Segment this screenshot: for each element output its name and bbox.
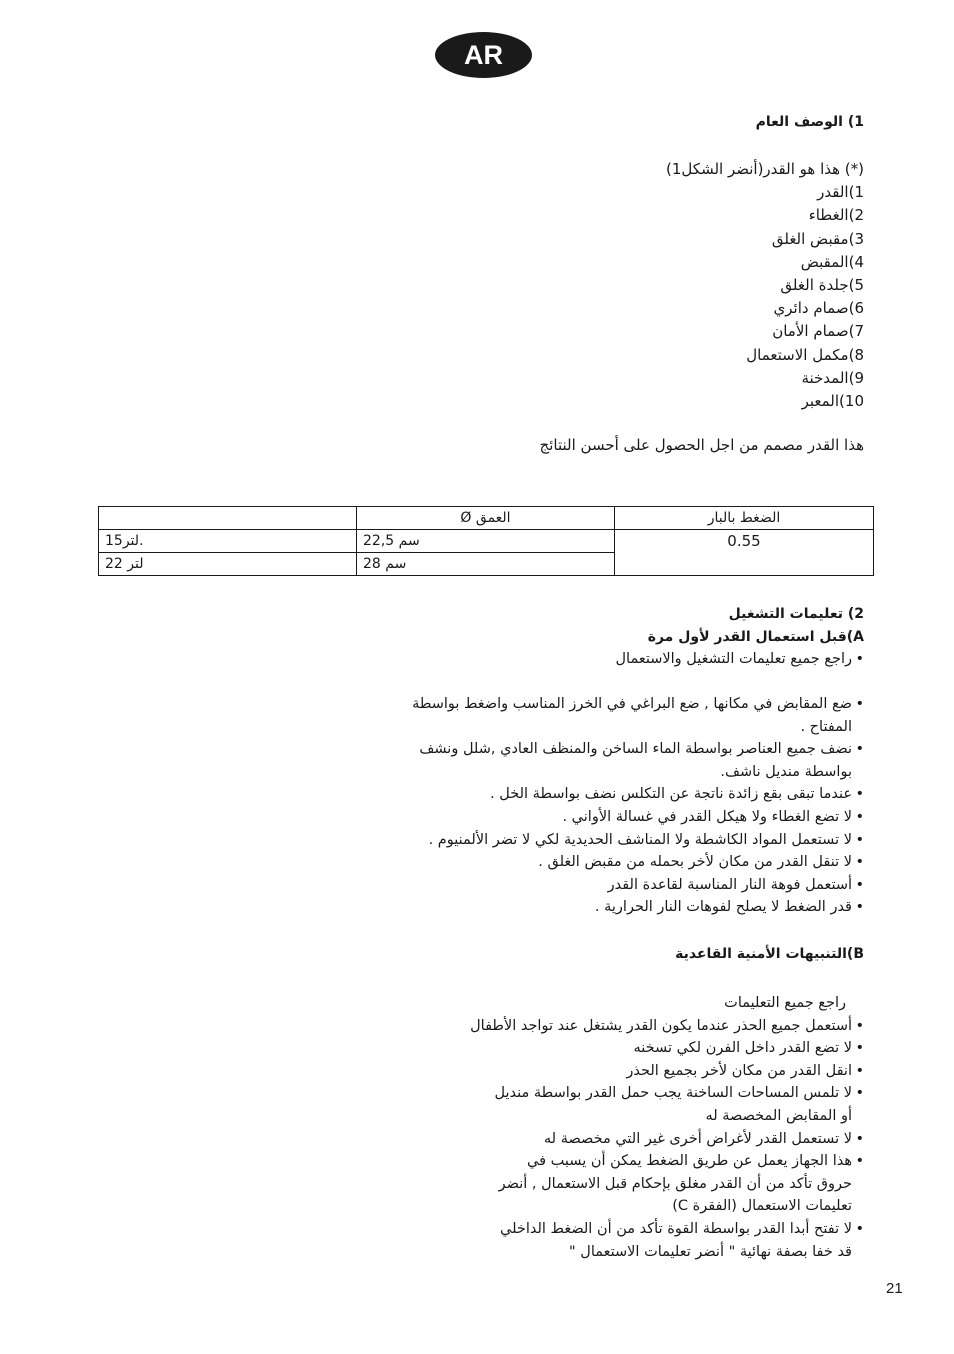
list-item: • قدر الضغط لا يصلح لفوهات النار الحرارية . [344,896,864,919]
section-operating-instructions [304,602,864,671]
list-item: • لا تلمس المساحات الساخنة يجب حمل القدر بواسطة منديل [424,1082,864,1105]
subsection-title: B)التنبيهات الأمنية القاعدية [675,946,864,962]
design-note [540,434,864,457]
design-note-text: هذا القدر مصمم من اجل الحصول على أحسن النتائج [539,436,864,454]
list-item: • أستعمل فوهة النار المناسبة لقاعدة القدر [344,874,864,897]
list-item: • أستعمل جميع الحذر عندما يكون القدر يشتغل عند تواجد الأطفال [424,1015,864,1038]
table-row [99,530,874,553]
spec-table [98,506,874,576]
list-item-continuation: تعليمات الاستعمال (الفقرة C) [672,1198,852,1215]
subsection-title: A)قبل استعمال القدر لأول مرة [647,629,864,645]
section-safety [675,946,864,962]
list-item: • لا تستعمل القدر لأغراض أخرى غير التي مخصصة له [424,1128,864,1151]
header-depth: العمق Ø [357,507,615,530]
list-item: 2)الغطاء [808,206,864,225]
parts-list [666,158,864,413]
list-item: • لا تفتح أبدا القدر بواسطة القوة تأكد من أن الضغط الداخلي [424,1218,864,1241]
cleaning-list [344,693,864,919]
list-item: • عندما تبقى بقع زائدة ناتجة عن التكلس نضف بواسطة الخل . [344,783,864,806]
list-item-continuation: بواسطة منديل ناشف. [720,763,852,780]
parts-intro: (*) هذا هو القدر(أنضر الشكل1) [666,160,864,178]
depth-cell: 22,5 سم [357,530,615,553]
list-item: • راجع جميع تعليمات التشغيل والاستعمال [304,648,864,671]
section-title: 2) تعليمات التشغيل [728,606,864,622]
list-item: 8)مكمل الاستعمال [746,345,864,364]
section-title: 1) الوصف العام [755,114,864,130]
list-item: • هذا الجهاز يعمل عن طريق الضغط يمكن أن يسبب في [424,1150,864,1173]
section-general-description [756,114,864,130]
list-item-continuation: حروق تأكد من أن القدر مغلق بإحكام قبل الاستعمال , أنضر [498,1175,852,1192]
list-item-continuation: المفتاح . [800,718,852,735]
list-item: • لا تنقل القدر من مكان لأخر بحمله من مقبض الغلق . [344,851,864,874]
pressure-cell [615,530,874,576]
list-item: • لا تضع القدر داخل الفرن لكي تسخنه [424,1037,864,1060]
table-cell [99,507,357,530]
pressure-value: 0.55 [727,532,761,550]
capacity-cell: 15لتر. [99,530,357,553]
list-item: 6)صمام دائري [773,299,864,318]
depth-cell: 28 سم [357,553,615,576]
list-item: • ضع المقابض في مكانها , ضع البراغي في الخرز المناسب واضغط بواسطة [344,693,864,716]
list-item: 3)مقبض الغلق [771,229,864,248]
language-code: AR [464,39,503,70]
safety-intro: راجع جميع التعليمات [724,995,846,1011]
list-item: 10)المعبر [801,392,864,411]
list-item: • انقل القدر من مكان لأخر بجميع الحذر [424,1060,864,1083]
list-item: • لا تستعمل المواد الكاشطة ولا المناشف الحديدية لكي لا تضر الألمنيوم . [344,829,864,852]
list-item: 9)المدخنة [801,368,864,387]
language-badge [435,32,532,78]
list-item: • نضف جميع العناصر بواسطة الماء الساخن والمنظف العادي ,شلل ونشف [344,738,864,761]
list-item: 4)المقبض [800,252,864,271]
list-item: • لا تضع الغطاء ولا هيكل القدر في غسالة الأواني . [344,806,864,829]
list-item: 1)القدر [817,183,864,202]
page-number: 21 [886,1280,903,1297]
capacity-cell: 22 لتر [99,553,357,576]
table-row [99,507,874,530]
safety-list [424,992,864,1263]
list-item: 7)صمام الأمان [772,322,864,341]
header-pressure: الضغط بالبار [615,507,874,530]
list-item-continuation: قد خفا بصفة نهائية " أنضر تعليمات الاستعمال " [569,1243,852,1260]
list-item-continuation: أو المقابض المخصصة له [705,1107,852,1124]
list-item: 5)جلدة الغلق [780,276,864,295]
